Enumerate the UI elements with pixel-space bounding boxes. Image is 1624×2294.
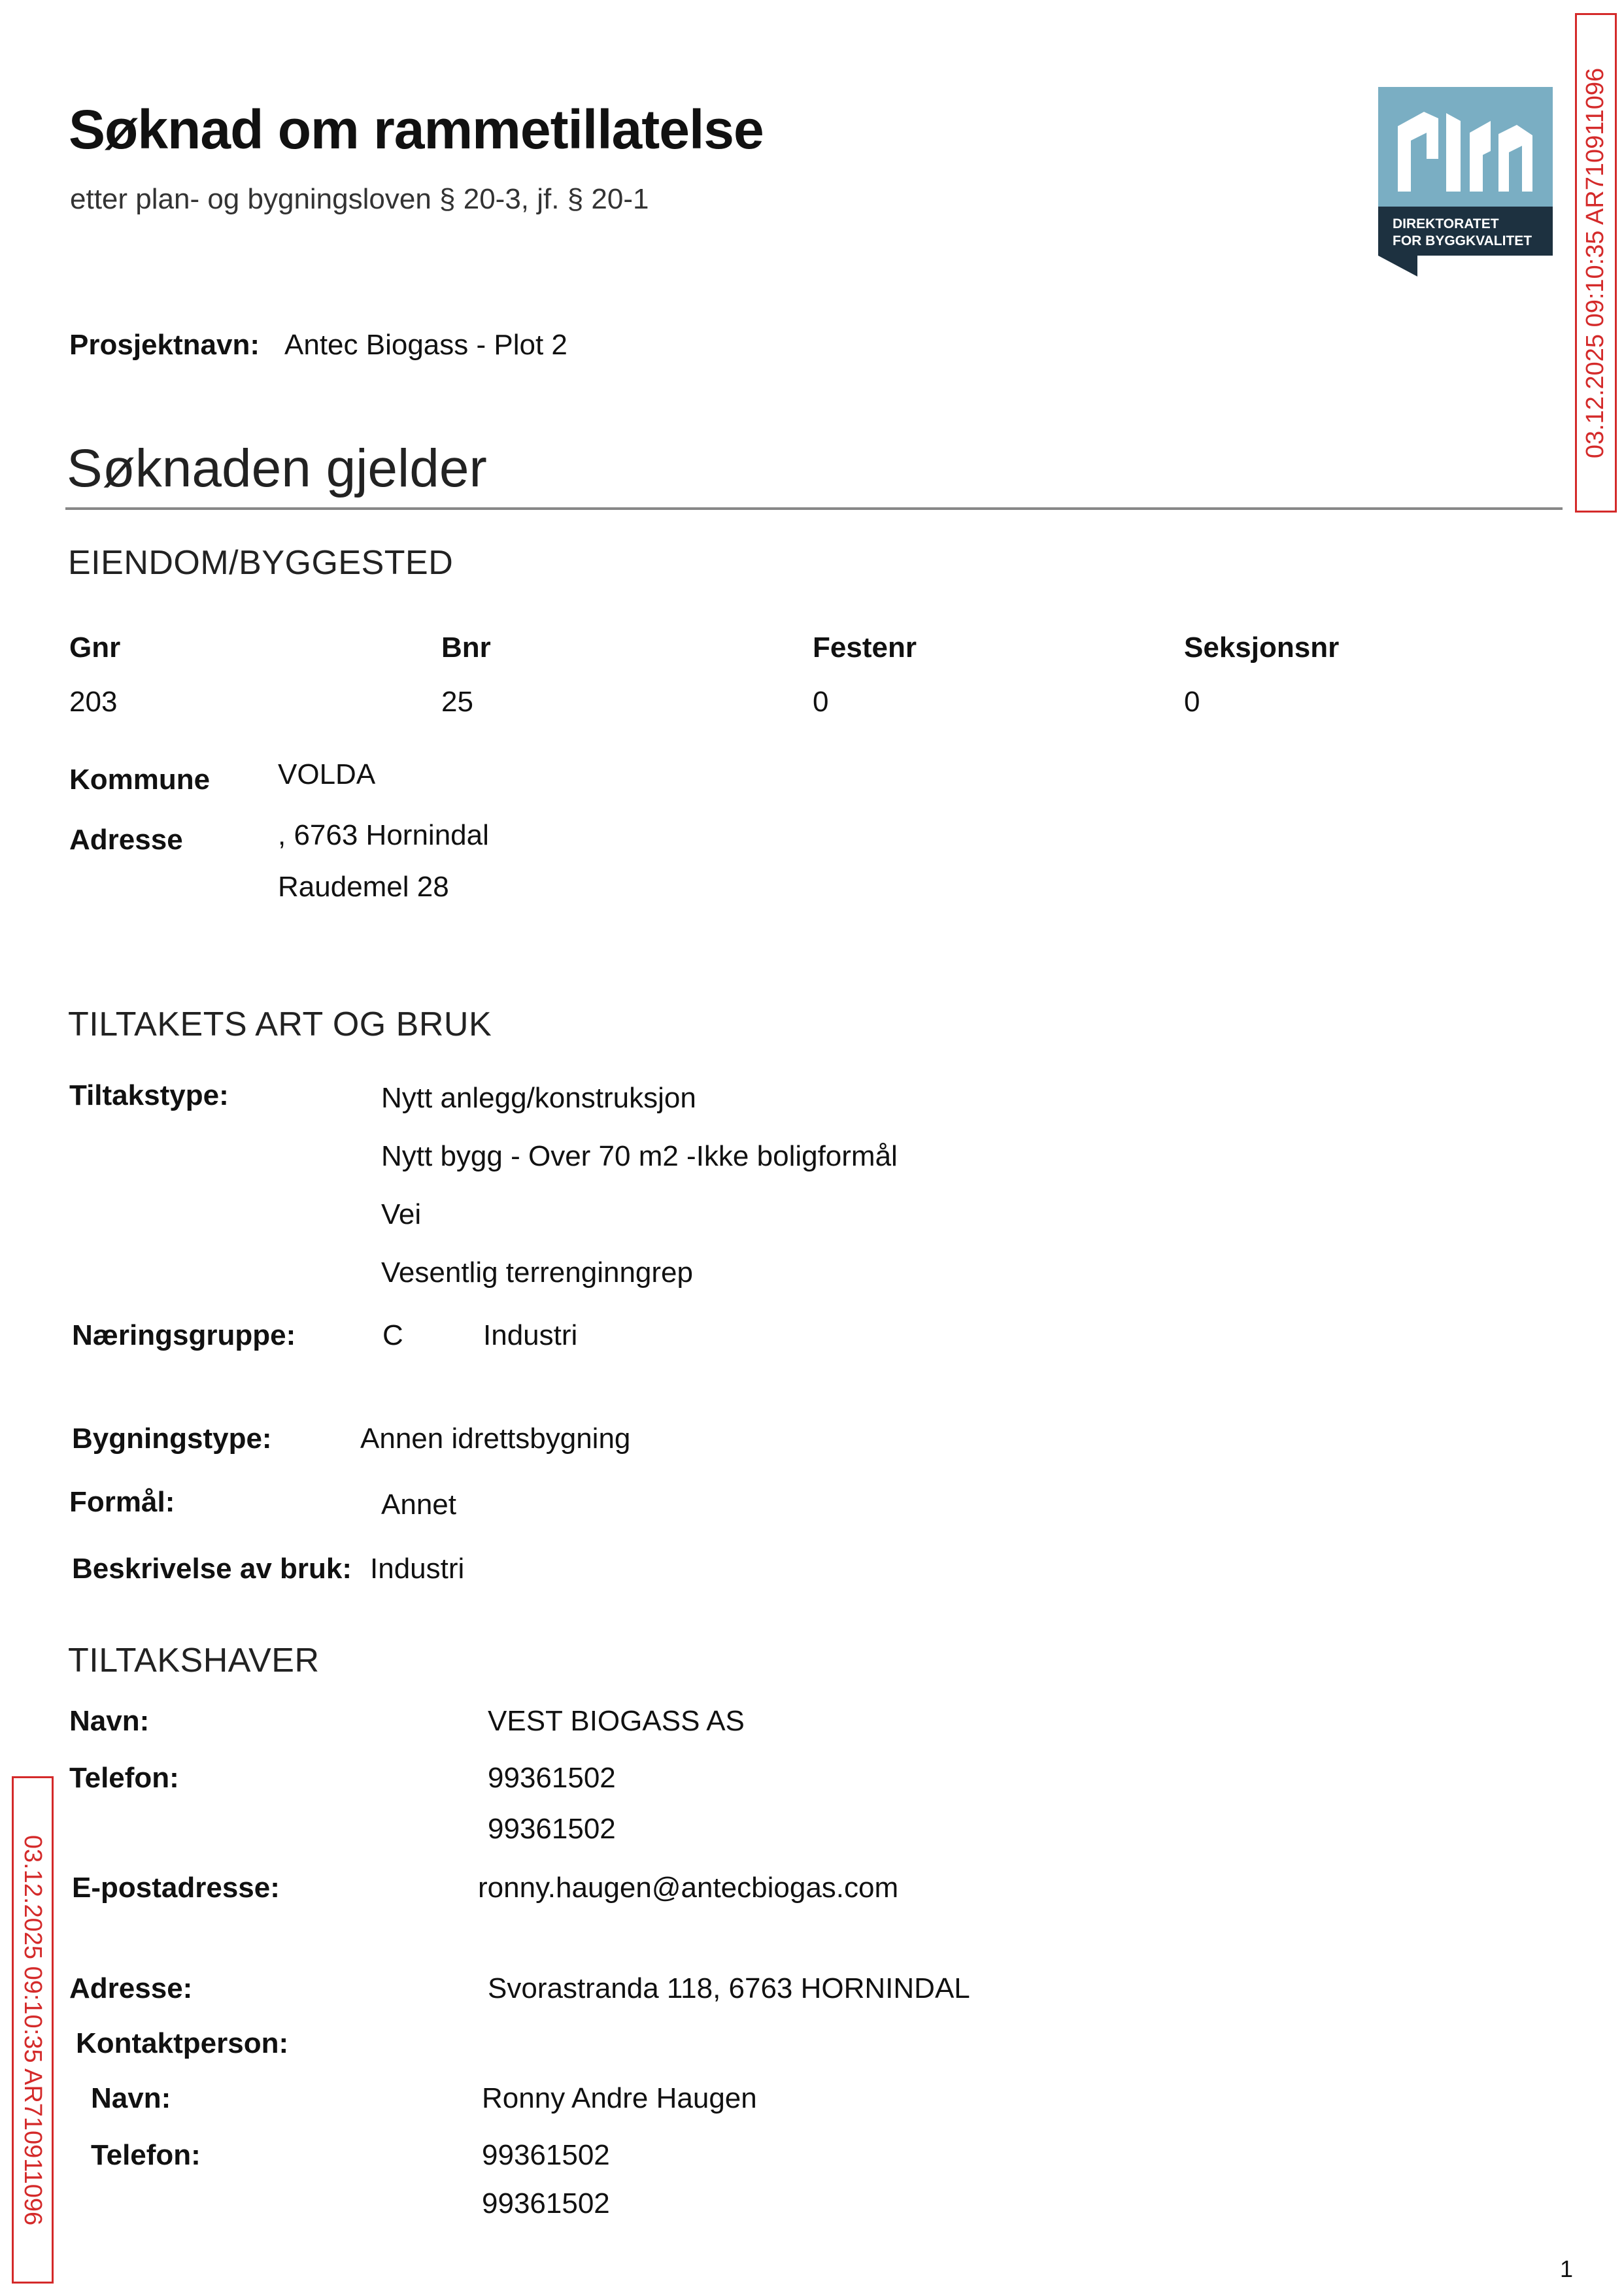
page-number: 1: [1559, 2255, 1573, 2282]
applicant-email-value: ronny.haugen@antecbiogas.com: [478, 1872, 899, 1904]
adresse-line2: Raudemel 28: [278, 871, 449, 903]
dibk-logo: [1378, 87, 1553, 277]
section-divider: [65, 507, 1563, 510]
gnr-label: Gnr: [69, 632, 121, 664]
kommune-value: VOLDA: [278, 758, 376, 790]
section-title: Søknaden gjelder: [67, 439, 487, 498]
bygningstype-label: Bygningstype:: [72, 1423, 272, 1455]
applicant-address-value: Svorastranda 118, 6763 HORNINDAL: [488, 1972, 970, 2004]
tiltakstype-item: Nytt bygg - Over 70 m2 -Ikke boligformål: [381, 1140, 898, 1172]
project-name-label: Prosjektnavn:: [69, 329, 260, 361]
stamp-text-right: 03.12.2025 09:10:35 AR710911096: [1582, 67, 1610, 458]
contact-phone-label: Telefon:: [91, 2139, 201, 2171]
project-name-value: Antec Biogass - Plot 2: [284, 329, 567, 361]
applicant-phone-value: 99361502: [488, 1762, 616, 1794]
applicant-phone-value: 99361502: [488, 1813, 616, 1845]
tiltakstype-item: Vesentlig terrenginngrep: [381, 1257, 693, 1289]
adresse-label: Adresse: [69, 824, 183, 856]
logo-text-line1: DIREKTORATET: [1393, 216, 1499, 231]
applicant-name-label: Navn:: [69, 1705, 150, 1737]
formal-value: Annet: [381, 1489, 456, 1521]
seksjonsnr-label: Seksjonsnr: [1184, 632, 1340, 664]
document-subtitle: etter plan- og bygningsloven § 20-3, jf. § 20-1: [70, 183, 649, 215]
property-heading: EIENDOM/BYGGESTED: [68, 544, 454, 582]
applicant-email-label: E-postadresse:: [72, 1872, 280, 1904]
festenr-label: Festenr: [813, 632, 917, 664]
beskrivelse-value: Industri: [370, 1553, 465, 1585]
festenr-value: 0: [813, 686, 829, 718]
naeringsgruppe-code: C: [382, 1319, 403, 1351]
logo-text-line2: FOR BYGGKVALITET: [1393, 233, 1532, 248]
tiltakstype-label: Tiltakstype:: [69, 1079, 229, 1111]
naeringsgruppe-label: Næringsgruppe:: [72, 1319, 296, 1351]
tiltakstype-item: Nytt anlegg/konstruksjon: [381, 1082, 696, 1114]
naeringsgruppe-value: Industri: [483, 1319, 578, 1351]
timestamp-stamp-left: [12, 1776, 54, 2284]
measure-heading: TILTAKETS ART OG BRUK: [68, 1005, 492, 1043]
adresse-line1: , 6763 Hornindal: [278, 819, 489, 851]
seksjonsnr-value: 0: [1184, 686, 1200, 718]
stamp-text-left: 03.12.2025 09:10:35 AR710911096: [19, 1834, 47, 2225]
document-title: Søknad om rammetillatelse: [69, 99, 764, 160]
contact-phone-value: 99361502: [482, 2139, 610, 2171]
bnr-value: 25: [441, 686, 473, 718]
bygningstype-value: Annen idrettsbygning: [360, 1423, 631, 1455]
applicant-phone-label: Telefon:: [69, 1762, 179, 1794]
beskrivelse-label: Beskrivelse av bruk:: [72, 1553, 352, 1585]
gnr-value: 203: [69, 686, 118, 718]
applicant-address-label: Adresse:: [69, 1972, 193, 2004]
formal-label: Formål:: [69, 1486, 175, 1518]
tiltakstype-item: Vei: [381, 1198, 422, 1230]
contact-name-value: Ronny Andre Haugen: [482, 2082, 757, 2114]
bnr-label: Bnr: [441, 632, 491, 664]
kommune-label: Kommune: [69, 764, 211, 796]
applicant-name-value: VEST BIOGASS AS: [488, 1705, 745, 1737]
applicant-heading: TILTAKSHAVER: [68, 1642, 320, 1679]
contact-person-label: Kontaktperson:: [76, 2027, 289, 2059]
dibk-logo-graphic: [1378, 87, 1553, 277]
timestamp-stamp-right: [1575, 13, 1617, 513]
contact-phone-value: 99361502: [482, 2187, 610, 2219]
contact-name-label: Navn:: [91, 2082, 171, 2114]
